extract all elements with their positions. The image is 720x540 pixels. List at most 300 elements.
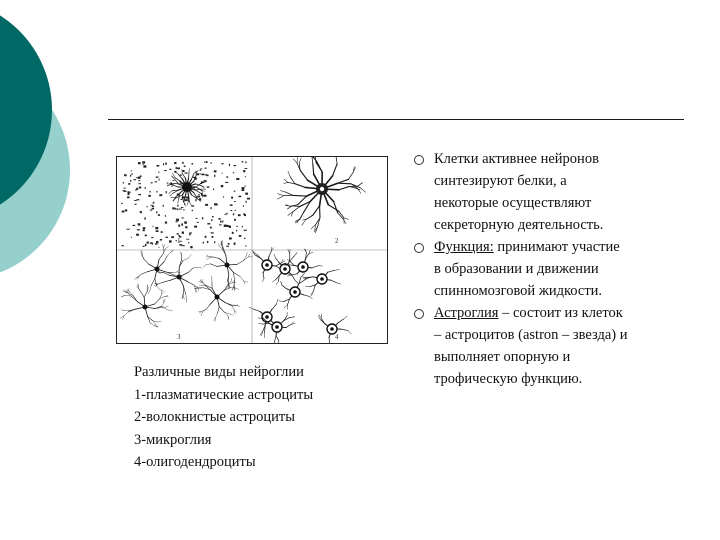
astrocyte-speckle: [151, 237, 153, 238]
astrocyte-speckle: [219, 218, 221, 220]
microglia-process: [157, 321, 161, 322]
astrocyte-speckle: [182, 245, 185, 246]
oligodendrocyte-nucleus: [275, 325, 279, 329]
bullet-item-3: [414, 302, 704, 390]
astrocyte-speckle: [184, 165, 186, 167]
astrocyte-speckle: [136, 177, 138, 178]
astrocyte-speckle: [131, 170, 132, 171]
microglia-process: [207, 258, 209, 260]
fibrous-process: [293, 206, 300, 211]
oligodendrocyte-nucleus: [265, 315, 269, 319]
astrocyte-speckle: [177, 208, 178, 210]
microglia-soma: [155, 267, 160, 272]
caption-item-1: 1-плазматические астроциты: [134, 386, 314, 403]
microglia-process: [148, 290, 150, 293]
astrocyte-speckle: [156, 244, 158, 245]
microglia-process: [186, 294, 187, 300]
microglia-soma: [225, 263, 230, 268]
astrocyte-speckle: [231, 210, 233, 211]
astrocyte-speckle: [200, 173, 201, 174]
astrocyte-speckle: [214, 241, 215, 243]
fibrous-process: [328, 205, 339, 211]
microglia-process: [232, 305, 237, 306]
oligodendrocyte-process: [348, 330, 351, 334]
astrocyte-speckle: [189, 234, 191, 236]
fibrous-process: [288, 171, 290, 177]
microglia-process: [209, 256, 213, 257]
astrocyte-speckle: [232, 232, 234, 234]
astrocyte-speckle: [182, 162, 183, 164]
oligodendrocyte-process: [329, 337, 330, 343]
microglia-soma: [143, 305, 148, 310]
fibrous-process: [316, 162, 322, 172]
oligodendrocyte-process: [290, 256, 294, 261]
microglia-process: [199, 285, 202, 286]
neuroglia-figure: [116, 156, 388, 344]
astrocyte-speckle: [174, 162, 176, 164]
microglia-process: [188, 268, 193, 273]
fibrous-process: [300, 170, 307, 180]
astrocyte-speckle: [156, 177, 159, 178]
astrocyte-speckle: [123, 190, 124, 192]
microglia-process: [143, 259, 148, 264]
astrocyte-speckle: [160, 239, 162, 240]
astrocyte-speckle: [166, 191, 167, 193]
circle-bullet-icon: [414, 243, 424, 253]
microglia-process: [198, 267, 201, 268]
astrocyte-speckle: [227, 213, 228, 215]
astrocyte-speckle: [165, 237, 168, 238]
astrocyte-speckle: [214, 175, 215, 177]
astrocyte-speckle: [207, 241, 208, 243]
astrocyte-speckle: [190, 246, 192, 248]
astrocyte-speckle: [123, 188, 125, 189]
oligodendrocyte-process: [282, 285, 287, 288]
title-divider-line: [108, 119, 684, 120]
astrocyte-speckle: [244, 230, 247, 231]
astrocyte-speckle: [239, 235, 242, 237]
microglia-process: [141, 292, 144, 297]
astrocyte-speckle: [245, 176, 246, 177]
astrocyte-speckle: [245, 168, 248, 169]
astrocyte-speckle: [243, 205, 244, 206]
astrocyte-speckle: [197, 222, 199, 223]
microglia-process: [165, 306, 168, 307]
astrocyte-process: [187, 201, 188, 204]
astrocyte-speckle: [126, 229, 129, 230]
astrocyte-speckle: [244, 214, 246, 216]
oligodendrocyte-process: [309, 252, 313, 253]
astrocyte-speckle: [133, 225, 136, 226]
microglia-process: [150, 323, 154, 326]
microglia-process: [188, 255, 191, 258]
microglia-process: [183, 296, 184, 299]
astrocyte-speckle: [152, 226, 153, 227]
oligodendrocyte-process: [290, 317, 295, 318]
microglia-process: [165, 246, 168, 248]
astrocyte-speckle: [204, 180, 207, 182]
astrocyte-speckle: [143, 165, 146, 167]
microglia-process: [164, 299, 165, 302]
microglia-process: [215, 313, 217, 318]
microglia-process: [163, 307, 169, 310]
bullet-1-line-3: некоторые осуществляют: [434, 195, 592, 211]
microglia-process: [201, 312, 202, 315]
astrocyte-speckle: [222, 163, 224, 164]
microglia-process: [164, 244, 165, 248]
astrocyte-speckle: [207, 186, 210, 187]
astrocyte-speckle: [163, 163, 164, 165]
oligodendrocyte-process: [281, 282, 282, 286]
astrocyte-speckle: [150, 205, 153, 206]
astrocyte-process: [192, 173, 194, 179]
bullet-item-1: [414, 148, 704, 236]
microglia-process: [180, 252, 181, 255]
astrocyte-speckle: [141, 212, 142, 213]
astrocyte-speckle: [165, 222, 167, 224]
microglia-process: [121, 310, 124, 311]
oligodendrocyte-process: [276, 281, 278, 284]
astrocyte-speckle: [143, 246, 145, 247]
bullet-3-term: Астроглия: [434, 305, 499, 321]
astrocyte-speckle: [182, 217, 184, 218]
astrocyte-speckle: [138, 183, 141, 184]
astrocyte-speckle: [164, 170, 167, 171]
astrocyte-speckle: [205, 236, 206, 237]
astrocyte-speckle: [212, 236, 214, 238]
astrocyte-speckle: [214, 170, 217, 172]
bullet-item-2: [414, 236, 704, 302]
astrocyte-speckle: [201, 174, 204, 176]
astrocyte-soma: [182, 182, 192, 192]
astrocyte-speckle: [159, 179, 160, 181]
oligodendrocyte-process: [304, 295, 310, 297]
astrocyte-speckle: [158, 172, 159, 173]
microglia-process: [155, 299, 160, 304]
oligodendrocyte-process: [292, 275, 295, 280]
microglia-process: [150, 286, 151, 291]
astrocyte-process: [178, 199, 179, 203]
oligodendrocyte-process: [331, 280, 337, 283]
oligodendrocyte-process: [328, 270, 335, 272]
astrocyte-speckle: [186, 239, 189, 240]
astrocyte-speckle: [234, 219, 236, 221]
astrocyte-speckle: [172, 180, 174, 181]
fibrous-process: [360, 188, 366, 193]
microglia-process: [219, 307, 224, 312]
astrocyte-speckle: [156, 191, 158, 192]
astrocyte-speckle: [124, 174, 127, 176]
fibrous-process: [299, 158, 301, 162]
microglia-process: [161, 303, 164, 307]
bullet-2-line-2: в образовании и движении: [434, 261, 599, 277]
microglia-process: [228, 316, 229, 319]
astrocyte-speckle: [181, 223, 183, 225]
astrocyte-speckle: [145, 235, 147, 237]
microglia-process: [211, 276, 212, 279]
astrocyte-speckle: [238, 214, 241, 216]
astrocyte-speckle: [171, 236, 174, 238]
astrocyte-speckle: [143, 227, 146, 229]
fibrous-process: [358, 183, 363, 187]
astrocyte-speckle: [149, 191, 150, 192]
astrocyte-speckle: [204, 162, 205, 163]
astrocyte-speckle: [222, 221, 223, 223]
bullet-list: [414, 148, 704, 390]
astrocyte-speckle: [134, 200, 137, 201]
astrocyte-speckle: [121, 245, 123, 246]
astrocyte-speckle: [200, 170, 201, 171]
astrocyte-speckle: [143, 229, 145, 231]
microglia-process: [240, 277, 244, 281]
oligodendrocyte-process: [272, 280, 275, 282]
astrocyte-speckle: [138, 180, 140, 181]
microglia-process: [173, 272, 177, 273]
fibrous-process: [334, 201, 338, 212]
fibrous-process: [293, 159, 297, 163]
astrocyte-speckle: [131, 173, 132, 174]
astrocyte-speckle: [236, 178, 239, 180]
fibrous-process: [284, 182, 288, 183]
astrocyte-speckle: [169, 240, 172, 242]
astrocyte-speckle: [231, 197, 233, 199]
astrocyte-speckle: [245, 161, 246, 163]
oligodendrocyte-process: [294, 253, 297, 256]
astrocyte-speckle: [138, 177, 141, 179]
bullet-2-line-3: спинномозговой жидкости.: [434, 283, 603, 299]
astrocyte-speckle: [234, 243, 236, 245]
astrocyte-speckle: [152, 203, 153, 204]
microglia-process: [218, 307, 220, 313]
figure-caption: [134, 361, 394, 474]
microglia-process: [124, 312, 128, 316]
astrocyte-speckle: [133, 179, 136, 180]
microglia-process: [229, 314, 233, 315]
astrocyte-speckle: [161, 231, 163, 233]
microglia-process: [193, 267, 198, 268]
astrocyte-speckle: [125, 209, 128, 211]
microglia-process: [198, 287, 203, 288]
oligodendrocyte-process: [295, 280, 298, 283]
astrocyte-speckle: [195, 218, 197, 219]
astrocyte-speckle: [205, 174, 207, 175]
bullet-3-line-3: выполняет опорную и: [434, 349, 571, 365]
microglia-process: [205, 264, 210, 265]
oligodendrocyte-process: [253, 309, 260, 311]
microglia-process: [210, 264, 217, 267]
astrocyte-process: [175, 172, 178, 175]
astrocyte-speckle: [157, 165, 160, 167]
astrocyte-speckle: [236, 226, 237, 227]
astrocyte-speckle: [122, 211, 125, 213]
fibrous-process: [313, 164, 314, 174]
astrocyte-speckle: [191, 205, 194, 206]
caption-item-4: 4-олигодендроциты: [134, 454, 256, 470]
oligodendrocyte-process: [249, 307, 253, 309]
microglia-process: [246, 252, 247, 255]
oligodendrocyte-process: [284, 305, 287, 308]
microglia-process: [151, 279, 155, 286]
oligodendrocyte-process: [301, 273, 305, 277]
oligodendrocyte-nucleus: [283, 267, 287, 271]
astrocyte-speckle: [182, 232, 184, 234]
astrocyte-speckle: [146, 206, 148, 207]
astrocyte-speckle: [177, 167, 180, 169]
astrocyte-speckle: [194, 226, 197, 228]
astrocyte-speckle: [184, 221, 187, 223]
astrocyte-speckle: [140, 211, 142, 213]
fibrous-process: [338, 183, 351, 184]
microglia-process: [213, 318, 215, 321]
astrocyte-process: [183, 202, 186, 206]
fibrous-process: [300, 212, 304, 219]
astrocyte-speckle: [181, 199, 183, 200]
astrocyte-speckle: [127, 191, 129, 193]
microglia-process: [218, 244, 219, 247]
microglia-process: [206, 256, 209, 257]
oligodendrocyte-process: [338, 319, 343, 323]
oligodendrocyte-process: [341, 329, 348, 330]
astrocyte-speckle: [244, 186, 245, 187]
astrocyte-speckle: [171, 185, 172, 187]
oligodendrocyte-process: [276, 336, 279, 341]
astrocyte-speckle: [226, 246, 229, 247]
microglia-process: [225, 303, 231, 305]
fibrous-process: [277, 196, 283, 200]
astrocyte-speckle: [142, 164, 143, 165]
astrocyte-process: [169, 191, 173, 194]
microglia-process: [206, 304, 210, 309]
astrocyte-speckle: [241, 189, 244, 191]
fibrous-process: [358, 188, 361, 193]
neuroglia-drawings: [117, 157, 387, 343]
oligodendrocyte-process: [274, 336, 276, 343]
oligodendrocyte-nucleus: [301, 265, 305, 269]
microglia-process: [139, 274, 142, 277]
circle-bullet-icon: [414, 155, 424, 165]
astrocyte-speckle: [145, 244, 147, 246]
bullet-1-line-1: Клетки активнее нейронов: [434, 151, 599, 167]
astrocyte-speckle: [204, 168, 206, 169]
astrocyte-speckle: [150, 242, 152, 243]
astrocyte-speckle: [183, 170, 185, 172]
astrocyte-speckle: [138, 162, 141, 164]
oligodendrocyte-nucleus: [293, 290, 297, 294]
astrocyte-speckle: [156, 241, 158, 243]
microglia-process: [157, 286, 160, 290]
astrocyte-speckle: [207, 223, 210, 224]
astrocyte-speckle: [228, 243, 230, 245]
oligodendrocyte-process: [263, 273, 264, 278]
astrocyte-speckle: [142, 161, 145, 163]
microglia-process: [163, 280, 170, 282]
microglia-process: [234, 273, 241, 277]
astrocyte-speckle: [210, 207, 211, 209]
microglia-soma: [215, 295, 220, 300]
oligodendrocyte-process: [262, 279, 264, 282]
fibrous-process: [293, 195, 306, 196]
astrocyte-speckle: [230, 204, 233, 205]
astrocyte-speckle: [138, 194, 141, 195]
panel-number-4: 4: [335, 333, 339, 341]
astrocyte-speckle: [152, 206, 154, 207]
astrocyte-speckle: [210, 162, 211, 163]
astrocyte-speckle: [234, 165, 236, 166]
astrocyte-speckle: [175, 221, 178, 222]
astrocyte-speckle: [158, 247, 159, 248]
astrocyte-speckle: [137, 229, 140, 230]
fibrous-process: [295, 184, 305, 188]
microglia-process: [203, 265, 205, 267]
microglia-process: [159, 253, 163, 259]
oligodendrocyte-process: [312, 266, 318, 268]
astrocyte-speckle: [224, 225, 227, 227]
astrocyte-speckle: [215, 203, 218, 205]
astrocyte-speckle: [191, 163, 193, 164]
astrocyte-speckle: [159, 194, 162, 196]
astrocyte-speckle: [136, 234, 139, 236]
astrocyte-speckle: [243, 170, 245, 172]
bullet-1-line-2: синтезируют белки, а: [434, 173, 567, 189]
panel-number-1: 1: [177, 237, 181, 245]
astrocyte-speckle: [127, 196, 129, 198]
astrocyte-speckle: [229, 164, 230, 166]
fibrous-process: [339, 187, 349, 190]
microglia-process: [231, 278, 232, 281]
astrocyte-speckle: [245, 193, 248, 195]
astrocyte-speckle: [172, 207, 174, 209]
astrocyte-speckle: [185, 199, 188, 201]
microglia-process: [198, 288, 204, 289]
astrocyte-speckle: [244, 238, 246, 239]
astrocyte-speckle: [229, 237, 232, 239]
astrocyte-speckle: [226, 176, 228, 177]
astrocyte-speckle: [189, 232, 192, 233]
astrocyte-speckle: [123, 182, 124, 183]
astrocyte-speckle: [167, 183, 169, 184]
astrocyte-speckle: [246, 201, 247, 203]
fibrous-process: [338, 179, 349, 183]
microglia-process: [244, 256, 247, 261]
fibrous-process: [297, 157, 298, 163]
fibrous-process: [344, 218, 349, 220]
astrocyte-speckle: [169, 169, 171, 170]
bullet-2-line-1: [434, 236, 704, 258]
panel-number-3: 3: [177, 333, 181, 341]
astrocyte-speckle: [158, 214, 160, 216]
astrocyte-speckle: [192, 210, 193, 211]
astrocyte-speckle: [236, 230, 237, 232]
bullet-3-line-1: [434, 302, 704, 324]
astrocyte-speckle: [156, 230, 159, 232]
fibrous-process: [307, 215, 313, 219]
bullet-3-line-1-rest: – состоит из клеток: [498, 305, 623, 321]
microglia-process: [177, 272, 180, 273]
astrocyte-speckle: [163, 205, 164, 207]
fibrous-process: [312, 157, 313, 163]
astrocyte-speckle: [179, 209, 182, 210]
astrocyte-speckle: [121, 203, 123, 204]
fibrous-process: [302, 220, 306, 225]
oligodendrocyte-nucleus: [265, 263, 269, 267]
astrocyte-speckle: [145, 187, 146, 189]
astrocyte-process: [189, 202, 191, 206]
astrocyte-speckle: [238, 196, 241, 197]
bullet-2-line-1-rest: принимают участие: [493, 239, 620, 255]
microglia-process: [232, 306, 234, 310]
astrocyte-speckle: [233, 172, 234, 173]
astrocyte-process: [195, 190, 201, 193]
